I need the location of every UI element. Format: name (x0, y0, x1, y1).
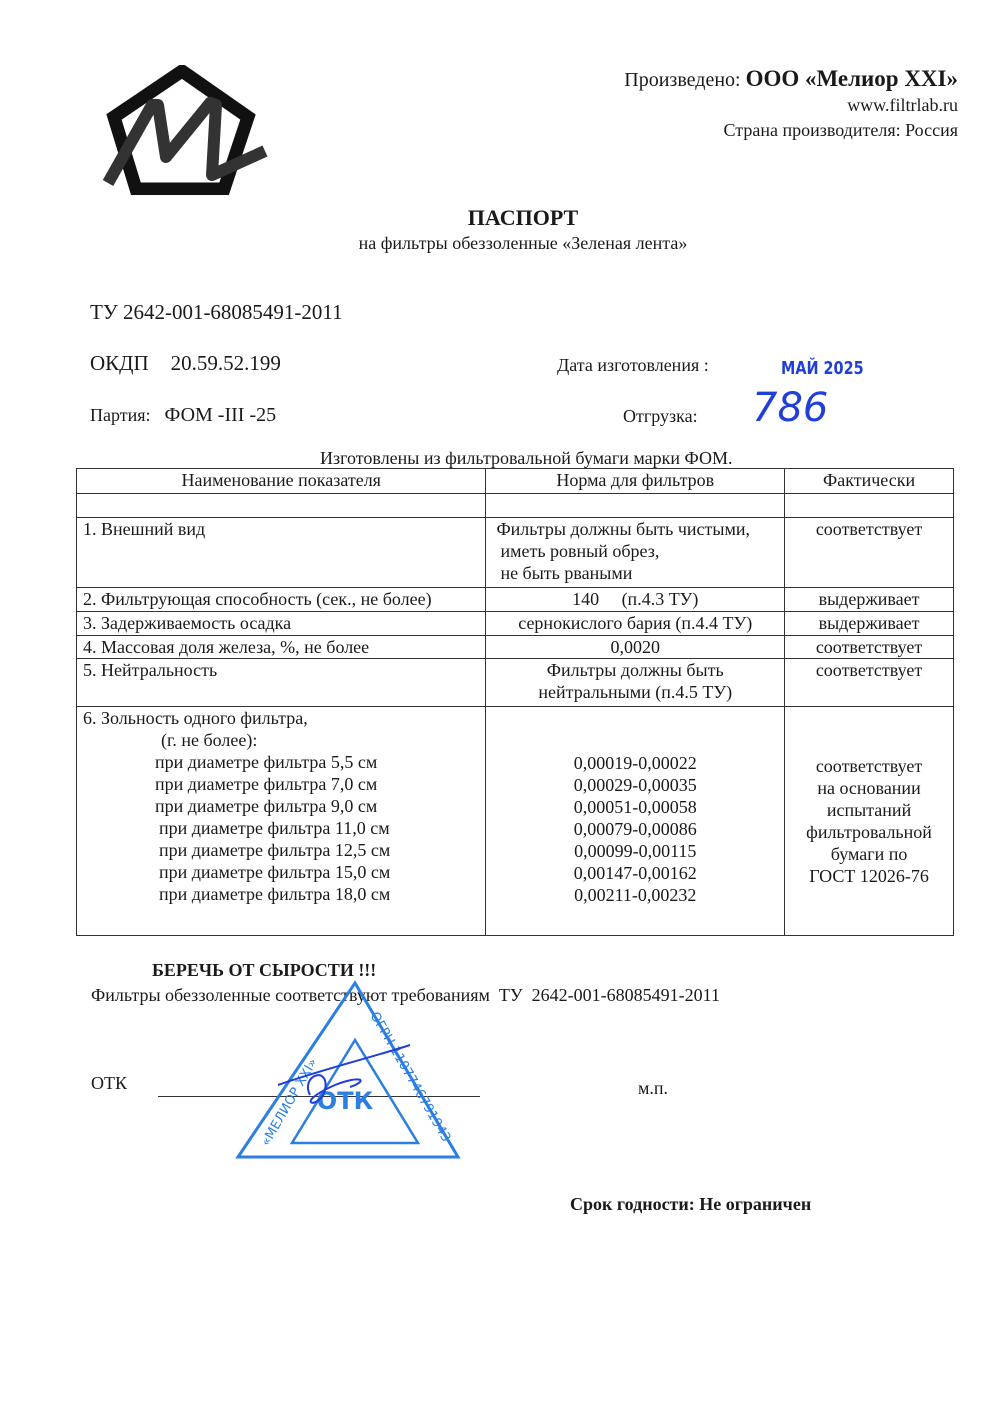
okdp-label: ОКДП (90, 351, 149, 375)
row-norm: нейтральными (п.4.5 ТУ) (538, 682, 733, 702)
row-norm: Фильтры должны быть чистыми, (496, 519, 751, 539)
row-actual: выдерживает (785, 588, 954, 612)
table-header-row (77, 469, 954, 494)
row-name: 5. Нейтральность (77, 659, 486, 707)
table-row (77, 636, 954, 659)
table-row (77, 659, 954, 707)
batch-label: Партия: (90, 405, 151, 425)
compliance-text: Фильтры обеззоленные соответствуют требованиям ТУ 2642-001-68085491-2011 (91, 985, 720, 1005)
ash-subtitle: (г. не более): (161, 730, 258, 750)
otk-stamp (230, 975, 470, 1165)
ash-item-value: 0,00019-0,00022 (573, 753, 697, 773)
page-title: ПАСПОРТ (467, 205, 579, 230)
ash-actual: на основании (817, 778, 921, 798)
row-norm: 0,0020 (486, 636, 785, 659)
warning-text: БЕРЕЧЬ ОТ СЫРОСТИ !!! (152, 960, 377, 980)
otk-label: ОТК (91, 1073, 127, 1093)
mp-label: м.п. (638, 1078, 669, 1098)
company-logo (100, 65, 270, 195)
country: Страна производителя: Россия (723, 120, 958, 140)
shipment-label: Отгрузка: (623, 406, 698, 426)
ash-item-label: при диаметре фильтра 5,5 см (155, 752, 378, 772)
header-norm: Норма для фильтров (486, 469, 785, 494)
manufacture-date-value: МАЙ 2025 (781, 358, 864, 379)
ash-item-value: 0,00051-0,00058 (573, 797, 697, 817)
batch-value: ФОМ -III -25 (164, 404, 277, 426)
row-name: 4. Массовая доля железа, %, не более (77, 636, 486, 659)
row-name: 1. Внешний вид (83, 519, 206, 539)
ash-item-value: 0,00079-0,00086 (573, 819, 697, 839)
company-name: ООО «Мелиор XXI» (745, 66, 958, 91)
ash-actual: бумаги по (830, 844, 908, 864)
ash-item-label: при диаметре фильтра 12,5 см (159, 840, 391, 860)
row-actual: выдерживает (785, 612, 954, 636)
ash-item-value: 0,00029-0,00035 (573, 775, 697, 795)
ash-actual: фильтровальной (806, 822, 932, 842)
tu-number: ТУ 2642-001-68085491-2011 (90, 300, 343, 324)
okdp-value: 20.59.52.199 (170, 351, 281, 375)
ash-title: 6. Зольность одного фильтра, (83, 708, 308, 728)
ash-actual: ГОСТ 12026-76 (809, 866, 929, 886)
ash-item-label: при диаметре фильтра 9,0 см (155, 796, 378, 816)
shipment-value: 786 (752, 385, 829, 431)
table-caption: Изготовлены из фильтровальной бумаги марки ФОМ. (320, 448, 733, 468)
row-name: 3. Задерживаемость осадка (77, 612, 486, 636)
table-row (77, 588, 954, 612)
row-norm: иметь ровный обрез, (500, 541, 660, 561)
row-actual: соответствует (785, 636, 954, 659)
stamp-right-text: ОГРН 1107746791943 (366, 1009, 454, 1145)
ash-item-label: при диаметре фильтра 11,0 см (159, 818, 390, 838)
table-row (77, 518, 954, 588)
page-subtitle: на фильтры обеззоленные «Зеленая лента» (358, 233, 688, 253)
row-norm: не быть рваными (500, 563, 633, 583)
table-row-ash (77, 707, 954, 936)
website: www.filtrlab.ru (847, 95, 958, 115)
row-norm: 140 (п.4.3 ТУ) (486, 588, 785, 612)
manufacture-date-label: Дата изготовления : (557, 355, 709, 375)
ash-item-label: при диаметре фильтра 15,0 см (159, 862, 391, 882)
ash-item-value: 0,00147-0,00162 (573, 863, 697, 883)
row-actual: соответствует (815, 519, 923, 539)
header-name: Наименование показателя (77, 469, 486, 494)
ash-actual: соответствует (815, 756, 923, 776)
ash-item-value: 0,00211-0,00232 (574, 885, 697, 905)
shelf-life: Срок годности: Не ограничен (570, 1194, 812, 1214)
ash-actual: испытаний (826, 800, 912, 820)
row-norm: сернокислого бария (п.4.4 ТУ) (486, 612, 785, 636)
row-norm: Фильтры должны быть (546, 660, 724, 680)
table-row (77, 612, 954, 636)
stamp-left-text: «МЕЛИОР XXI» (258, 1056, 321, 1149)
ash-item-label: при диаметре фильтра 7,0 см (155, 774, 378, 794)
stamp-center-text: ОТК (316, 1087, 374, 1115)
ash-item-label: при диаметре фильтра 18,0 см (159, 884, 391, 904)
manufacturer-block (624, 66, 958, 143)
produced-label: Произведено: (624, 69, 741, 91)
specification-table (76, 468, 954, 936)
ash-item-value: 0,00099-0,00115 (574, 841, 697, 861)
row-actual: соответствует (785, 659, 954, 707)
row-name: 2. Фильтрующая способность (сек., не более) (77, 588, 486, 612)
header-actual: Фактически (785, 469, 954, 494)
